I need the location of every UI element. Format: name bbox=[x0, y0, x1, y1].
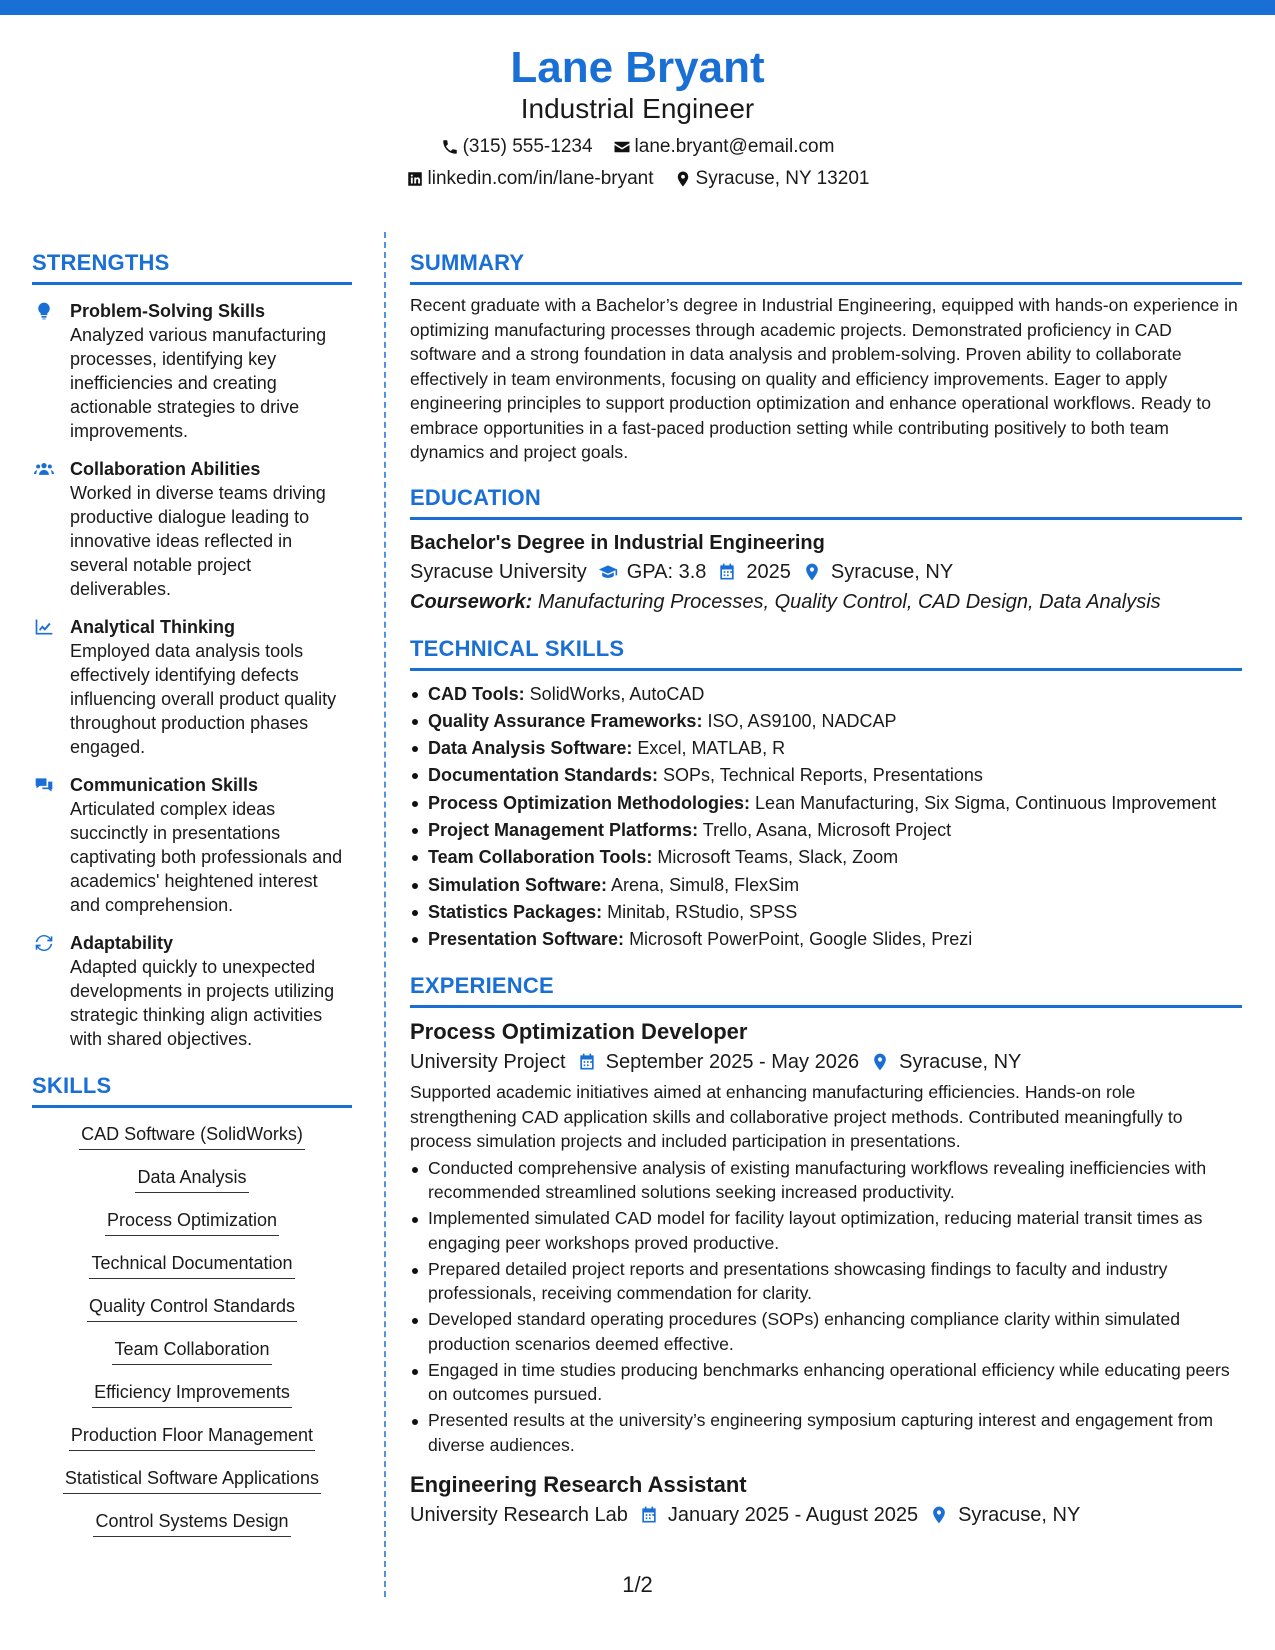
location-text: Syracuse, NY 13201 bbox=[695, 168, 870, 189]
technical-skill-item: Simulation Software: Arena, Simul8, FlexSim bbox=[410, 872, 1242, 899]
strength-desc: Employed data analysis tools effectively identifying defects influencing overall product quality throughout production phases engaged. bbox=[70, 641, 337, 757]
education-gpa: GPA: 3.8 bbox=[626, 560, 707, 583]
education-school: Syracuse University bbox=[410, 560, 587, 583]
map-pin-icon bbox=[802, 562, 822, 582]
education-year: 2025 bbox=[746, 560, 791, 583]
job-location: Syracuse, NY bbox=[958, 1504, 1081, 1527]
summary-heading: SUMMARY bbox=[410, 248, 1242, 285]
experience-heading: EXPERIENCE bbox=[410, 971, 1242, 1008]
technical-skill-item: Quality Assurance Frameworks: ISO, AS9100, NADCAP bbox=[410, 708, 1242, 735]
job-meta bbox=[410, 1048, 1242, 1076]
strength-desc: Analyzed various manufacturing processes, identifying key inefficiencies and creating actionable strategies to drive improvements. bbox=[70, 325, 327, 441]
phone-icon bbox=[441, 138, 459, 156]
summary-text: Recent graduate with a Bachelor’s degree in Industrial Engineering, equipped with hands-on experience in optimizing manufacturing processes through academic projects. Demonstrated proficiency in CAD software and a strong foundation in data analysis and problem-solving. Proven ability to collaborate effectively in team environments, focusing on quality and efficiency improvements. Eager to apply engineering principles to support production optimization and enhance operational workflows. Ready to embrace opportunities in a fast-paced production setting while contributing positively to both team dynamics and project goals. bbox=[410, 295, 1238, 462]
phone-text: (315) 555-1234 bbox=[462, 136, 593, 157]
job-title: Process Optimization Developer bbox=[410, 1019, 748, 1045]
strengths-heading: STRENGTHS bbox=[32, 248, 352, 285]
education-heading: EDUCATION bbox=[410, 483, 1242, 520]
strength-item bbox=[32, 299, 352, 443]
education-meta bbox=[410, 558, 1242, 586]
page-number: 1/2 bbox=[622, 1572, 653, 1597]
skill-item: Process Optimization bbox=[105, 1208, 279, 1236]
technical-skill-item: Data Analysis Software: Excel, MATLAB, R bbox=[410, 735, 1242, 762]
left-column bbox=[32, 248, 352, 1537]
job-bullet: Implemented simulated CAD model for facility layout optimization, reducing material transit times as engaging peer workshops proved productive. bbox=[410, 1206, 1242, 1255]
candidate-title: Industrial Engineer bbox=[520, 93, 755, 124]
skill-item: Efficiency Improvements bbox=[92, 1380, 292, 1408]
skill-item: Quality Control Standards bbox=[87, 1294, 297, 1322]
skills-list bbox=[32, 1122, 352, 1537]
linkedin-contact[interactable] bbox=[406, 168, 654, 190]
coursework-label: Coursework: bbox=[410, 590, 533, 613]
skill-item: Production Floor Management bbox=[69, 1423, 315, 1451]
strength-item bbox=[32, 931, 352, 1051]
calendar-icon bbox=[717, 562, 737, 582]
job-org: University Research Lab bbox=[410, 1504, 628, 1527]
job-meta bbox=[410, 1501, 1242, 1529]
job-bullet: Presented results at the university’s engineering symposium capturing interest and engagement from diverse audiences. bbox=[410, 1408, 1242, 1457]
technical-skill-item: Presentation Software: Microsoft PowerPoint, Google Slides, Prezi bbox=[410, 926, 1242, 953]
job-org: University Project bbox=[410, 1051, 566, 1074]
contact-row-1 bbox=[0, 136, 1275, 158]
calendar-icon bbox=[577, 1052, 597, 1072]
technical-skill-item: Documentation Standards: SOPs, Technical Reports, Presentations bbox=[410, 762, 1242, 789]
technical-skills-heading: TECHNICAL SKILLS bbox=[410, 634, 1242, 671]
lightbulb-icon bbox=[34, 301, 54, 321]
technical-skill-item: CAD Tools: SolidWorks, AutoCAD bbox=[410, 681, 1242, 708]
strength-title: Analytical Thinking bbox=[70, 617, 236, 637]
comments-icon bbox=[34, 775, 54, 795]
technical-skill-item: Statistics Packages: Minitab, RStudio, SPSS bbox=[410, 899, 1242, 926]
technical-skill-item: Project Management Platforms: Trello, Asana, Microsoft Project bbox=[410, 817, 1242, 844]
job-bullet: Prepared detailed project reports and presentations showcasing findings to faculty and industry professionals, receiving commendation for clarity. bbox=[410, 1257, 1242, 1306]
job-bullet: Developed standard operating procedures (SOPs) enhancing compliance clarity within simulated production scenarios deemed effective. bbox=[410, 1307, 1242, 1356]
strength-title: Communication Skills bbox=[70, 775, 259, 795]
phone-contact bbox=[441, 136, 593, 158]
linkedin-text: linkedin.com/in/lane-bryant bbox=[427, 168, 654, 189]
email-text: lane.bryant@email.com bbox=[634, 136, 835, 157]
strength-item bbox=[32, 773, 352, 917]
skill-item: Technical Documentation bbox=[89, 1251, 294, 1279]
linkedin-icon bbox=[406, 170, 424, 188]
skill-item: Statistical Software Applications bbox=[63, 1466, 321, 1494]
email-contact[interactable] bbox=[613, 136, 835, 158]
job-bullet: Conducted comprehensive analysis of existing manufacturing workflows revealing inefficiencies with recommended streamlined solutions seeking increased productivity. bbox=[410, 1156, 1242, 1205]
job-summary: Supported academic initiatives aimed at enhancing manufacturing efficiencies. Hands-on role strengthening CAD application skills and collaborative project methods. Contributed meaningfully to process simulation projects and included participation in presentations. bbox=[410, 1082, 1183, 1152]
strength-item bbox=[32, 457, 352, 601]
technical-skill-item: Team Collaboration Tools: Microsoft Teams, Slack, Zoom bbox=[410, 844, 1242, 871]
strength-desc: Adapted quickly to unexpected developments in projects utilizing strategic thinking align activities with shared objectives. bbox=[70, 957, 335, 1049]
top-accent-bar bbox=[0, 0, 1275, 15]
strength-title: Collaboration Abilities bbox=[70, 459, 261, 479]
job-location: Syracuse, NY bbox=[899, 1051, 1022, 1074]
sync-icon bbox=[34, 933, 54, 953]
job-dates: January 2025 - August 2025 bbox=[667, 1504, 919, 1527]
education-location: Syracuse, NY bbox=[830, 560, 954, 583]
right-column bbox=[410, 248, 1242, 1529]
job-bullet: Engaged in time studies producing benchmarks enhancing operational efficiency while educating peers on outcomes pursued. bbox=[410, 1358, 1242, 1407]
chart-line-icon bbox=[34, 617, 54, 637]
skill-item: Team Collaboration bbox=[112, 1337, 271, 1365]
education-coursework bbox=[410, 588, 1242, 616]
skills-heading: SKILLS bbox=[32, 1071, 352, 1108]
candidate-name: Lane Bryant bbox=[510, 43, 765, 92]
resume-header bbox=[0, 42, 1275, 190]
strength-desc: Articulated complex ideas succinctly in presentations captivating both professionals and academics' heightened interest and comprehension. bbox=[70, 799, 343, 915]
graduation-cap-icon bbox=[598, 562, 618, 582]
skill-item: Data Analysis bbox=[135, 1165, 248, 1193]
education-degree: Bachelor's Degree in Industrial Engineering bbox=[410, 531, 825, 554]
calendar-icon bbox=[639, 1505, 659, 1525]
strength-title: Problem-Solving Skills bbox=[70, 301, 266, 321]
skill-item: Control Systems Design bbox=[93, 1509, 290, 1537]
skill-item: CAD Software (SolidWorks) bbox=[79, 1122, 305, 1150]
map-pin-icon bbox=[929, 1505, 949, 1525]
strength-title: Adaptability bbox=[70, 933, 174, 953]
strength-desc: Worked in diverse teams driving productive dialogue leading to innovative ideas reflected in several notable project deliverables. bbox=[70, 483, 326, 599]
map-pin-icon bbox=[674, 170, 692, 188]
technical-skills-list bbox=[410, 681, 1242, 954]
column-divider bbox=[384, 232, 386, 1597]
job-bullets bbox=[410, 1156, 1242, 1458]
contact-row-2 bbox=[0, 168, 1275, 190]
strength-item bbox=[32, 615, 352, 759]
location-contact bbox=[674, 168, 870, 190]
coursework-list: Manufacturing Processes, Quality Control, CAD Design, Data Analysis bbox=[537, 590, 1161, 613]
envelope-icon bbox=[613, 138, 631, 156]
users-icon bbox=[34, 459, 54, 479]
technical-skill-item: Process Optimization Methodologies: Lean Manufacturing, Six Sigma, Continuous Improvement bbox=[410, 790, 1242, 817]
map-pin-icon bbox=[870, 1052, 890, 1072]
job-dates: September 2025 - May 2026 bbox=[605, 1051, 860, 1074]
job-title: Engineering Research Assistant bbox=[410, 1472, 747, 1498]
